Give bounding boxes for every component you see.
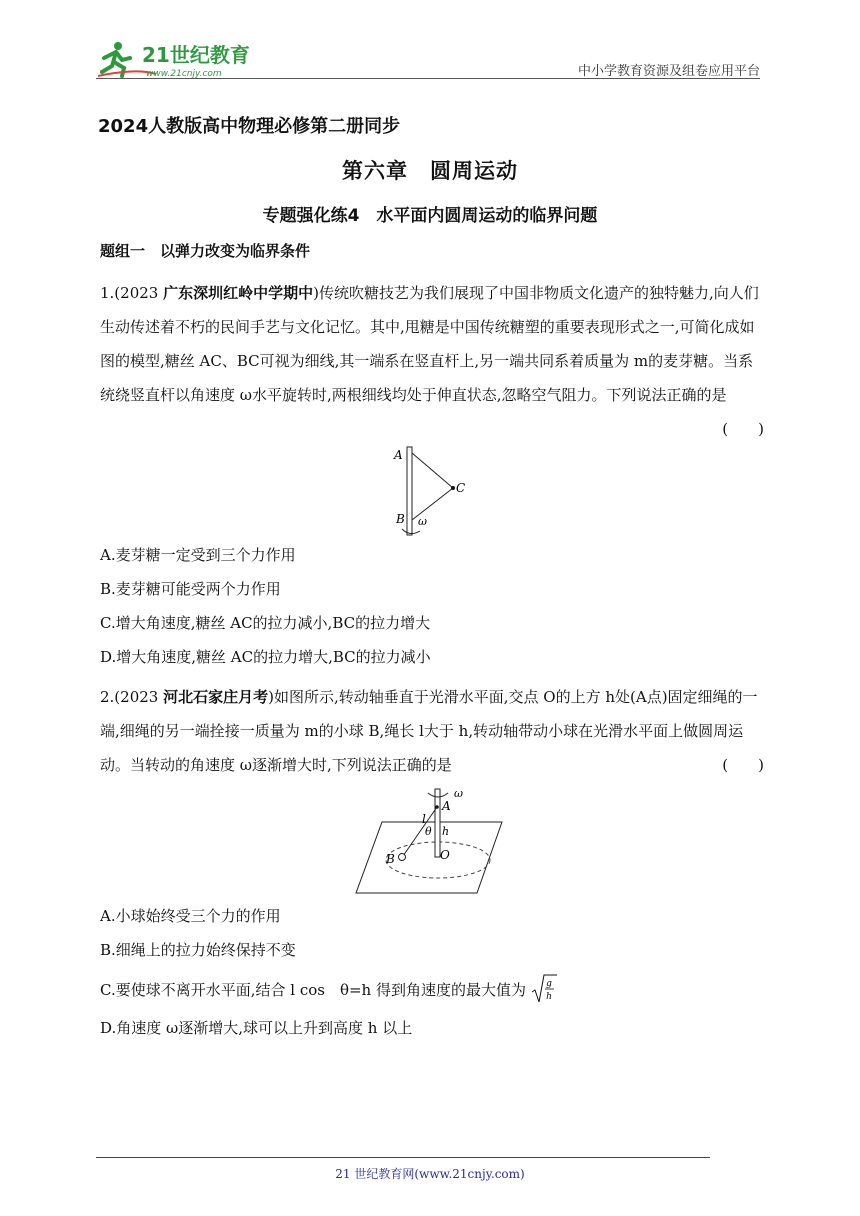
group-heading: 题组一 以弹力改变为临界条件 [100,242,311,260]
label-a: A [442,799,451,813]
label-a: A [394,448,403,462]
series-title: 2024人教版高中物理必修第二册同步 [98,116,401,137]
q1-text: 传统吹糖技艺为我们展现了中国非物质文化遗产的独特魅力,向人们生动传述着不朽的民间手艺与文化记忆。其中,甩糖是中国传统糖塑的重要表现形式之一,可简化成如图的模型,糖丝 AC、BC可视为细线,其一端系在竖直杆上,另一端共同系着质量为 m的麦芽糖。当系统绕竖直杆以角速度 ω水平旋转时,两根细线均处于伸直状态,忽略空气阻力。下列说法正确的是 [100,284,759,404]
label-theta: θ [425,825,432,838]
ball-b [399,854,406,861]
q1-answer-paren: ( ) [722,420,764,438]
q2-source: 河北石家庄月考 [163,688,269,706]
rotation-axis [435,789,440,857]
q2-number: 2.(2023 [100,688,164,706]
sqrt-expression [531,974,557,1004]
label-omega: ω [454,787,463,800]
q2-option-d[interactable]: D.角速度 ω逐渐增大,球可以上升到高度 h 以上 [100,1019,413,1037]
q2-text: 如图所示,转动轴垂直于光滑水平面,交点 O的上方 h处(A点)固定细绳的一端,细绳的另一端拴接一质量为 m的小球 B,绳长 l大于 h,转动轴带动小球在光滑水平面上做圆周运动。当转动的角速度 ω逐渐增大时,下列说法正确的是 [100,688,758,774]
logo-url: www.21cnjy.com [146,69,222,79]
label-l: l [422,812,426,826]
question-1-stem: 1.(2023 广东深圳红岭中学期中)传统吹糖技艺为我们展现了中国非物质文化遗产的独特魅力,向人们生动传述着不朽的民间手艺与文化记忆。其中,甩糖是中国传统糖塑的重要表现形式之一,可简化成如图的模型,糖丝 AC、BC可视为细线,其一端系在竖直杆上,另一端共同系着质量为 m的麦芽糖。当系统绕竖直杆以角速度 ω水平旋转时,两根细线均处于伸直状态,忽略空气阻力。下列说法正确的是 ( ) [100,276,764,446]
q1-option-a[interactable]: A.麦芽糖一定受到三个力作用 [100,546,296,564]
candy-point [451,486,455,490]
label-c: C [456,481,466,495]
q2-option-c-text: C.要使球不离开水平面,结合 l cos θ=h 得到角速度的最大值为 [100,981,526,999]
q1-option-c[interactable]: C.增大角速度,糖丝 AC的拉力减小,BC的拉力增大 [100,614,431,632]
q2-answer-paren: ( ) [722,756,764,774]
q2-option-a[interactable]: A.小球始终受三个力的作用 [100,907,281,925]
q2-figure [352,785,504,895]
q1-source: 广东深圳红岭中学期中 [163,284,314,302]
sqrt-numerator: g [545,979,552,989]
q1-number: 1.(2023 [100,284,164,302]
label-omega: ω [418,515,427,528]
header-divider [96,78,760,79]
q2-option-c[interactable] [100,976,557,1006]
label-b: B [386,852,395,866]
section-title: 专题强化练4 水平面内圆周运动的临界问题 [262,206,598,226]
q1-figure [380,445,480,540]
site-logo [96,38,266,80]
question-2-stem: 2.(2023 河北石家庄月考)如图所示,转动轴垂直于光滑水平面,交点 O的上方 h处(A点)固定细绳的一端,细绳的另一端拴接一质量为 m的小球 B,绳长 l大于 h,转动轴带动小球在光滑水平面上做圆周运动。当转动的角速度 ω逐渐增大时,下列说法正确的是 ( ) [100,680,764,782]
vertical-rod [407,447,412,535]
sqrt-sign-icon [531,974,557,1004]
q2-option-b[interactable]: B.细绳上的拉力始终保持不变 [100,941,296,959]
label-h: h [442,825,450,838]
sqrt-denominator: h [545,992,552,1002]
chapter-title: 第六章 圆周运动 [342,159,518,183]
q1-option-b[interactable]: B.麦芽糖可能受两个力作用 [100,580,281,598]
label-b: B [396,512,405,526]
string-ac [412,453,453,488]
header-platform-text: 中小学教育资源及组卷应用平台 [577,64,760,79]
q1-option-d[interactable]: D.增大角速度,糖丝 AC的拉力增大,BC的拉力减小 [100,648,431,666]
logo-text: 21世纪教育 [142,43,250,67]
footer-divider [96,1157,710,1158]
label-o: O [440,848,450,862]
footer-text[interactable]: 21 世纪教育网(www.21cnjy.com) [335,1167,525,1181]
